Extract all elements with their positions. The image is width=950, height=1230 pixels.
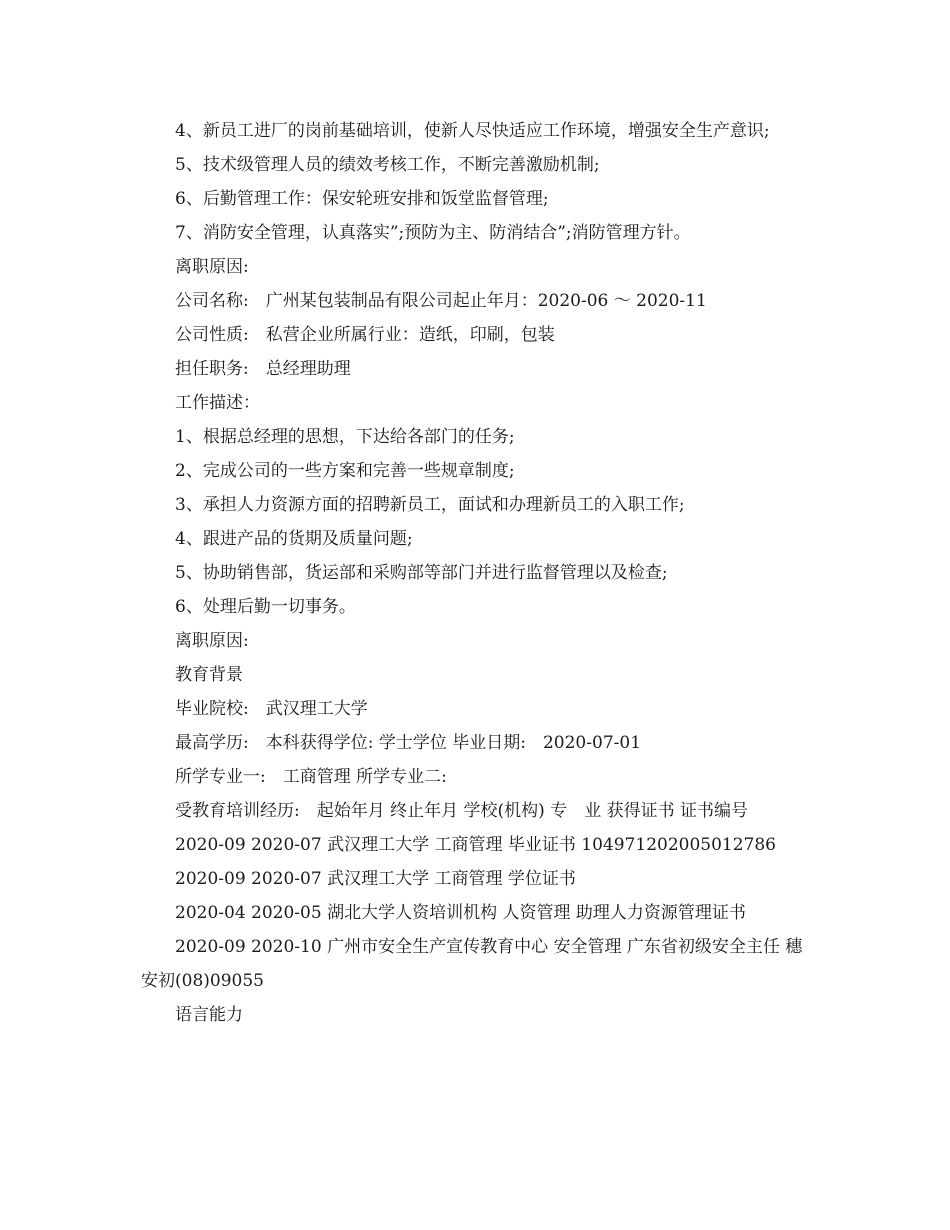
paragraph-training-record-3: 2020-04 2020-05 湖北大学人资培训机构 人资管理 助理人力资源管理证书 [175,903,746,923]
paragraph-duty-5: 5、协助销售部，货运部和采购部等部门并进行监督管理以及检查; [175,563,668,583]
paragraph-company-type: 公司性质: 私营企业所属行业：造纸，印刷，包装 [175,325,555,345]
paragraph-graduated-school: 毕业院校: 武汉理工大学 [175,699,368,719]
paragraph-education-heading: 教育背景 [175,665,243,685]
paragraph-logistics-management: 6、后勤管理工作：保安轮班安排和饭堂监督管理; [175,189,549,209]
paragraph-performance-review: 5、技术级管理人员的绩效考核工作，不断完善激励机制; [175,155,600,175]
paragraph-training-new-staff: 4、新员工进厂的岗前基础培训，使新人尽快适应工作环境，增强安全生产意识; [175,121,770,141]
paragraph-highest-degree: 最高学历: 本科获得学位: 学士学位 毕业日期: 2020-07-01 [175,733,642,753]
paragraph-fire-safety: 7、消防安全管理，认真落实”;预防为主、防消结合”;消防管理方针。 [175,223,691,243]
document-body [141,114,813,1032]
paragraph-duty-2: 2、完成公司的一些方案和完善一些规章制度; [175,461,515,481]
paragraph-training-record-1: 2020-09 2020-07 武汉理工大学 工商管理 毕业证书 104971202005012786 [175,835,776,855]
paragraph-job-description-heading: 工作描述： [175,393,260,413]
paragraph-training-record-2: 2020-09 2020-07 武汉理工大学 工商管理 学位证书 [175,869,576,889]
paragraph-position: 担任职务: 总经理助理 [175,359,351,379]
paragraph-training-record-4: 2020-09 2020-10 广州市安全生产宣传教育中心 安全管理 广东省初级安全主任 穗安初(08)09055 [141,937,803,991]
paragraph-duty-3: 3、承担人力资源方面的招聘新员工，面试和办理新员工的入职工作; [175,495,685,515]
paragraph-leave-reason-2: 离职原因: [175,631,249,651]
paragraph-duty-6: 6、处理后勤一切事务。 [175,597,356,617]
paragraph-major: 所学专业一: 工商管理 所学专业二: [175,767,447,787]
paragraph-company-name: 公司名称: 广州某包装制品有限公司起止年月：2020-06 ～ 2020-11 [175,291,707,311]
paragraph-leave-reason-1: 离职原因: [175,257,249,277]
paragraph-duty-1: 1、根据总经理的思想，下达给各部门的任务; [175,427,515,447]
paragraph-duty-4: 4、跟进产品的货期及质量问题; [175,529,413,549]
paragraph-language-heading: 语言能力 [175,1005,243,1025]
paragraph-training-history-header: 受教育培训经历: 起始年月 终止年月 学校(机构) 专 业 获得证书 证书编号 [175,801,749,821]
